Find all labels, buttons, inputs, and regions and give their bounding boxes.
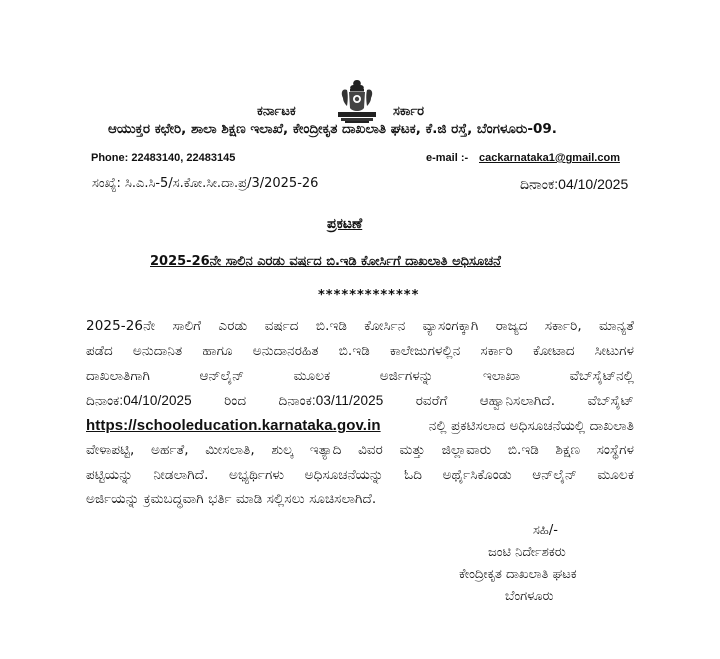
from-date: ದಿನಾಂಕ:04/10/2025 <box>86 393 192 408</box>
invited-word: ಆಹ್ವಾನಿಸಲಾಗಿದೆ. <box>479 393 556 409</box>
notice-subject: 2025-26ನೇ ಸಾಲಿನ ಎರಡು ವರ್ಷದ ಬಿ.ಇಡಿ ಕೋರ್ಸಿಗೆ ದಾಖಲಾತಿ ಅಧಿಸೂಚನೆ <box>150 254 501 269</box>
to-word: ರವರೆಗೆ <box>415 393 448 409</box>
state-name-right: ಸರ್ಕಾರ <box>393 104 424 119</box>
email-address[interactable]: cackarnataka1@gmail.com <box>479 152 620 164</box>
signatory-unit: ಕೇಂದ್ರೀಕೃತ ದಾಖಲಾತಿ ಘಟಕ <box>459 567 577 582</box>
state-name-left: ಕರ್ನಾಟಕ <box>257 104 296 119</box>
body-line-3: ದಾಖಲಾತಿಗಾಗಿ ಆನ್‌ಲೈನ್ ಮೂಲಕ ಅರ್ಜಿಗಳನ್ನು ಇಲಾಖಾ ವೆಬ್‌ಸೈಟ್‌ನಲ್ಲಿ <box>86 368 634 384</box>
signatory-city: ಬೆಂಗಳೂರು <box>505 589 554 604</box>
body-line-4 <box>86 393 634 409</box>
from-word: ರಿಂದ <box>224 393 247 409</box>
body-line-5-rest: ನಲ್ಲಿ ಪ್ರಕಟಿಸಲಾದ ಅಧಿಸೂಚನೆಯಲ್ಲಿ ದಾಖಲಾತಿ <box>428 418 634 434</box>
email-label: e-mail :- <box>426 152 469 164</box>
signed-mark: ಸಹಿ/- <box>533 523 558 538</box>
to-date: ದಿನಾಂಕ:03/11/2025 <box>278 393 384 408</box>
state-emblem-icon <box>333 78 381 124</box>
body-line-5 <box>86 417 634 434</box>
website-link[interactable]: https://schooleducation.karnataka.gov.in <box>86 417 381 434</box>
phone-numbers: Phone: 22483140, 22483145 <box>91 152 236 164</box>
notice-title: ಪ್ರಕಟಣೆ <box>327 216 363 232</box>
body-line-2: ಪಡೆದ ಅನುದಾನಿತ ಹಾಗೂ ಅನುದಾನರಹಿತ ಬಿ.ಇಡಿ ಕಾಲೇಜುಗಳಲ್ಲಿನ ಸರ್ಕಾರಿ ಕೋಟಾದ ಸೀಟುಗಳ <box>86 343 634 359</box>
separator-stars: ************* <box>318 288 420 303</box>
website-word: ವೆಬ್‌ಸೈಟ್ <box>587 393 634 409</box>
office-address: ಆಯುಕ್ತರ ಕಛೇರಿ, ಶಾಲಾ ಶಿಕ್ಷಣ ಇಲಾಖೆ, ಕೇಂದ್ರೀಕೃತ ದಾಖಲಾತಿ ಘಟಕ, ಕೆ.ಜಿ ರಸ್ತೆ, ಬೆಂಗಳೂರು-09. <box>108 121 557 137</box>
reference-number: ಸಂಖ್ಯೆ: ಸಿ.ಎ.ಸಿ-5/ಸ.ಕೋ.ಸೀ.ದಾ.ಪ್ರ/3/2025-26 <box>92 176 319 191</box>
issue-date: ದಿನಾಂಕ:04/10/2025 <box>520 176 629 192</box>
body-line-6: ವೇಳಾಪಟ್ಟಿ, ಅರ್ಹತೆ, ಮೀಸಲಾತಿ, ಶುಲ್ಕ ಇತ್ಯಾದಿ ವಿವರ ಮತ್ತು ಜಿಲ್ಲಾವಾರು ಬಿ.ಇಡಿ ಶಿಕ್ಷಣ ಸಂಸ್ಥೆಗಳ <box>86 442 634 458</box>
body-line-1: 2025-26ನೇ ಸಾಲಿಗೆ ಎರಡು ವರ್ಷದ ಬಿ.ಇಡಿ ಕೋರ್ಸಿನ ವ್ಯಾಸಂಗಕ್ಕಾಗಿ ರಾಜ್ಯದ ಸರ್ಕಾರಿ, ಮಾನ್ಯತೆ <box>86 318 634 334</box>
body-line-8: ಅರ್ಜಿಯನ್ನು ಕ್ರಮಬದ್ಧವಾಗಿ ಭರ್ತಿ ಮಾಡಿ ಸಲ್ಲಿಸಲು ಸೂಚಿಸಲಾಗಿದೆ. <box>86 491 377 507</box>
body-line-7: ಪಟ್ಟಿಯನ್ನು ನೀಡಲಾಗಿದೆ. ಅಭ್ಯರ್ಥಿಗಳು ಅಧಿಸೂಚನೆಯನ್ನು ಓದಿ ಅರ್ಥೈಸಿಕೊಂಡು ಆನ್‌ಲೈನ್ ಮೂಲಕ <box>86 467 634 483</box>
signatory-designation: ಜಂಟಿ ನಿರ್ದೇಶಕರು <box>488 545 566 560</box>
